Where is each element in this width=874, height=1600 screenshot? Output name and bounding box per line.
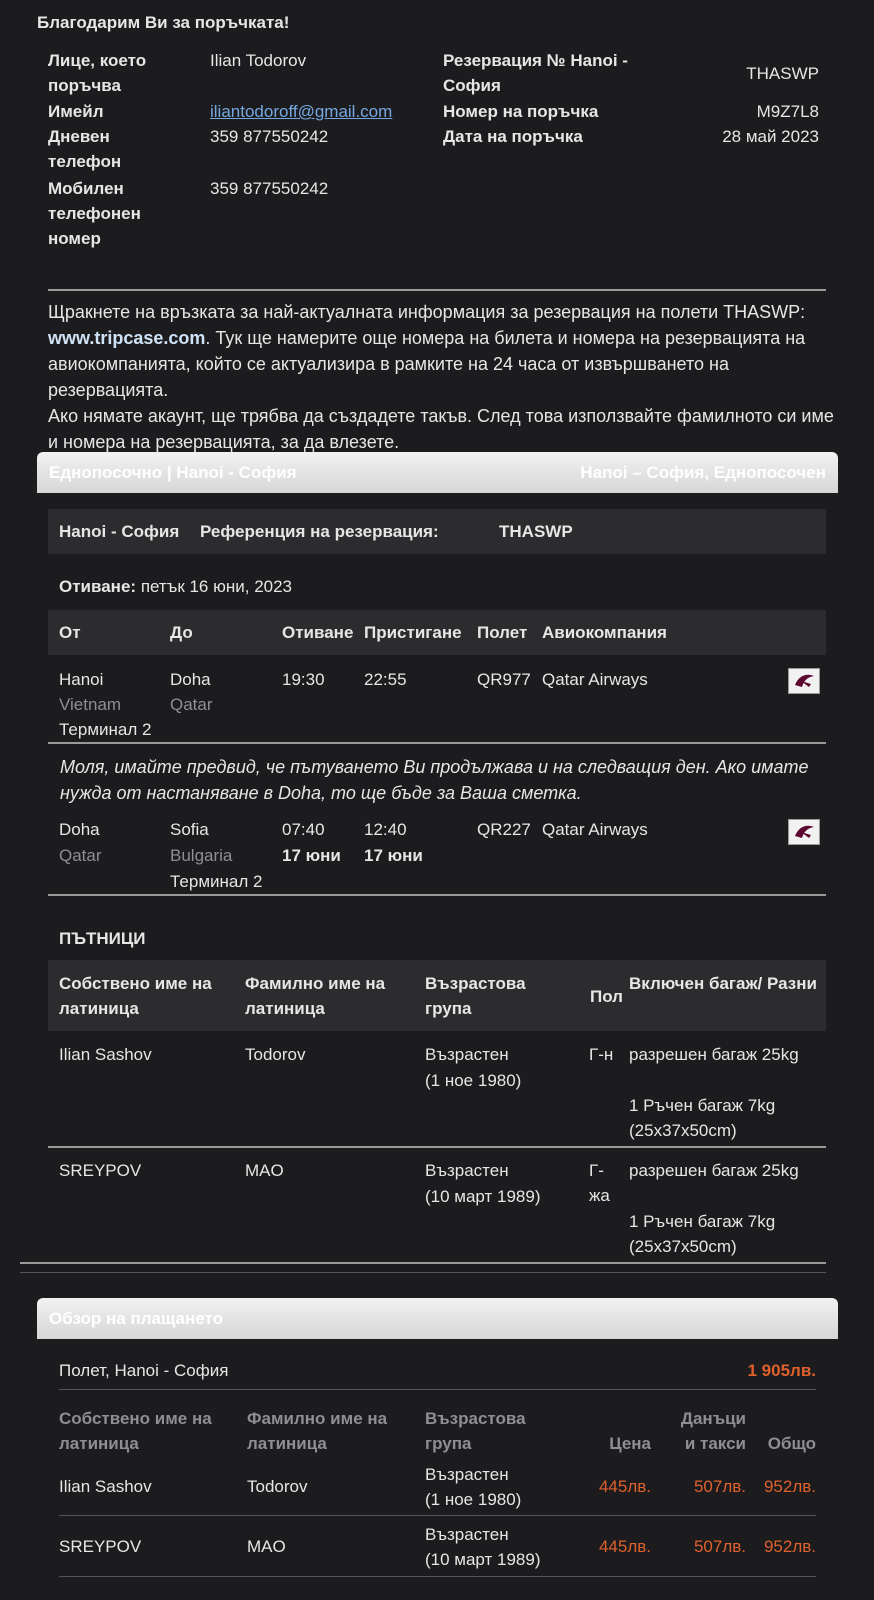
payment-flight-total: 1 905лв.	[747, 1361, 816, 1380]
flight-1-to-country: Qatar	[170, 695, 213, 714]
pay-1-price: 445лв.	[598, 1477, 651, 1496]
pay-2-total: 952лв.	[763, 1537, 816, 1556]
passenger-2-bag-hand: 1 Ръчен багаж 7kg (25x37x50cm)	[629, 1212, 776, 1256]
flight-2-number: QR227	[477, 820, 531, 839]
pay-2-first: SREYPOV	[59, 1537, 142, 1556]
passengers-end-divider-2	[20, 1272, 826, 1273]
reference-panel	[48, 509, 826, 554]
flight-2-to-country: Bulgaria	[170, 846, 233, 865]
col-first-name: Собствено име на латиница	[59, 974, 212, 1018]
info-paragraph	[48, 299, 838, 455]
order-number-label: Номер на поръчка	[443, 102, 599, 121]
col-flight: Полет	[477, 623, 528, 642]
mobile-value: 359 877550242	[210, 179, 329, 198]
flight-1-airline: Qatar Airways	[542, 670, 648, 689]
passenger-2-sex: Г-жа	[589, 1161, 610, 1205]
pay-1-age: Възрастен	[425, 1465, 509, 1484]
flight-2-arrive-date: 17 юни	[364, 846, 423, 865]
airline-logo-icon	[788, 819, 820, 845]
col-departure: Отиване	[282, 623, 354, 642]
layover-note: Моля, имайте предвид, че пътуването Ви продължава и на следващия ден. Ако имате нужда от настаняване в Doha, то ще бъде за Ваша сметка.	[60, 757, 809, 803]
reference-value: THASWP	[499, 522, 573, 541]
reservation-label: Резервация № Hanoi - София	[443, 51, 628, 95]
flight-1-arrive: 22:55	[364, 670, 407, 689]
departure-date: петък 16 юни, 2023	[140, 577, 293, 596]
trip-bar-left: Еднопосочно | Hanoi - София	[49, 463, 297, 482]
pay-col-age-group: Възрастова група	[425, 1409, 526, 1453]
flight-2-depart: 07:40	[282, 820, 325, 839]
day-phone-label: Дневен телефон	[48, 127, 122, 171]
payment-flight-label: Полет, Hanoi - София	[59, 1361, 229, 1380]
reservation-value: THASWP	[746, 64, 819, 83]
pay-1-tax: 507лв.	[693, 1477, 746, 1496]
pay-1-first: Ilian Sashov	[59, 1477, 152, 1496]
airline-logo-icon	[788, 668, 820, 694]
reference-route: Hanoi - София	[59, 522, 180, 541]
person-label: Лице, което поръчва	[48, 51, 147, 95]
col-airline: Авиокомпания	[542, 623, 667, 642]
flights-end-divider	[48, 894, 826, 896]
flight-table-header	[48, 610, 826, 655]
pay-2-dob: (10 март 1989)	[425, 1550, 541, 1569]
passenger-1-sex: Г-н	[589, 1045, 614, 1064]
order-number-value: M9Z7L8	[756, 102, 819, 121]
passenger-2-last: MAO	[245, 1161, 284, 1180]
flight-1-from-country: Vietnam	[59, 695, 122, 714]
payment-end-divider	[59, 1576, 816, 1577]
pay-2-price: 445лв.	[598, 1537, 651, 1556]
flight-2-terminal: Терминал 2	[170, 872, 263, 891]
tripcase-link[interactable]: www.tripcase.com	[48, 328, 206, 348]
order-date-value: 28 май 2023	[722, 127, 819, 146]
info-text-1: Щракнете на връзката за най-актуалната информация за резервация на полети THASWP:	[48, 302, 806, 322]
passenger-2-bag-checked: разрешен багаж 25kg	[629, 1161, 799, 1180]
pay-col-price: Цена	[609, 1434, 651, 1453]
passenger-1-bag-hand: 1 Ръчен багаж 7kg (25x37x50cm)	[629, 1096, 776, 1140]
flight-2-arrive: 12:40	[364, 820, 407, 839]
col-age-group: Възрастова група	[425, 974, 526, 1018]
pay-col-taxes: Данъци и такси	[680, 1409, 746, 1453]
divider	[48, 289, 826, 291]
passenger-1-dob: (1 ное 1980)	[425, 1071, 522, 1090]
trip-bar-right: Hanoi – София, Еднопосочен	[580, 463, 826, 482]
flight-1-terminal: Терминал 2	[59, 720, 152, 739]
flight-2-depart-date: 17 юни	[282, 846, 341, 865]
person-value: Ilian Todorov	[210, 51, 307, 70]
flight-2-to-city: Sofia	[170, 820, 209, 839]
passengers-title: ПЪТНИЦИ	[59, 929, 146, 948]
departure-line	[59, 574, 292, 599]
departure-label: Отиване:	[59, 577, 137, 596]
flight-1-from-city: Hanoi	[59, 670, 104, 689]
passenger-1-age: Възрастен	[425, 1045, 509, 1064]
passenger-1-first: Ilian Sashov	[59, 1045, 152, 1064]
pay-col-total: Общо	[767, 1434, 816, 1453]
payment-bar	[37, 1298, 838, 1339]
passenger-table-header	[48, 960, 826, 1031]
flight-divider	[48, 742, 826, 744]
flight-1-to-city: Doha	[170, 670, 211, 689]
pay-2-last: MAO	[247, 1537, 286, 1556]
col-baggage: Включен багаж/ Разни	[629, 974, 817, 993]
email-label: Имейл	[48, 102, 104, 121]
col-last-name: Фамилно име на латиница	[245, 974, 386, 1018]
flight-2-from-city: Doha	[59, 820, 100, 839]
pay-col-last-name: Фамилно име на латиница	[247, 1409, 388, 1453]
flight-2-from-country: Qatar	[59, 846, 102, 865]
info-text-2: . Тук ще намерите още номера на билета и номера на резервацията на авиокомпанията, който се актуализира в рамките на 24 часа от извършването на резервацията.	[48, 328, 806, 400]
payment-row-divider	[59, 1515, 816, 1516]
payment-bar-title: Обзор на плащането	[49, 1309, 223, 1328]
pay-2-tax: 507лв.	[693, 1537, 746, 1556]
passenger-2-first: SREYPOV	[59, 1161, 142, 1180]
passenger-1-last: Todorov	[245, 1045, 306, 1064]
email-link[interactable]: iliantodoroff@gmail.com	[210, 102, 393, 121]
col-arrival: Пристигане	[364, 623, 462, 642]
passenger-1-bag-checked: разрешен багаж 25kg	[629, 1045, 799, 1064]
pay-2-age: Възрастен	[425, 1525, 509, 1544]
pay-1-total: 952лв.	[763, 1477, 816, 1496]
trip-bar	[37, 452, 838, 493]
passenger-2-dob: (10 март 1989)	[425, 1187, 541, 1206]
mobile-label: Мобилен телефонен номер	[48, 179, 141, 248]
order-date-label: Дата на поръчка	[443, 127, 583, 146]
flight-2-airline: Qatar Airways	[542, 820, 648, 839]
payment-divider	[59, 1389, 816, 1390]
passengers-end-divider	[20, 1262, 826, 1264]
passenger-divider	[48, 1146, 826, 1148]
pay-1-dob: (1 ное 1980)	[425, 1490, 522, 1509]
col-sex: Пол	[590, 987, 623, 1006]
info-text-3: Ако нямате акаунт, ще трябва да създадете такъв. След това използвайте фамилното си име и номера на резервацията, за да влезете.	[48, 406, 834, 452]
day-phone-value: 359 877550242	[210, 127, 329, 146]
passenger-2-age: Възрастен	[425, 1161, 509, 1180]
pay-col-first-name: Собствено име на латиница	[59, 1409, 212, 1453]
greeting: Благодарим Ви за поръчката!	[37, 13, 290, 32]
reference-label: Референция на резервация:	[200, 522, 439, 541]
pay-1-last: Todorov	[247, 1477, 308, 1496]
col-to: До	[170, 623, 193, 642]
col-from: От	[59, 623, 81, 642]
flight-1-number: QR977	[477, 670, 531, 689]
flight-1-depart: 19:30	[282, 670, 325, 689]
